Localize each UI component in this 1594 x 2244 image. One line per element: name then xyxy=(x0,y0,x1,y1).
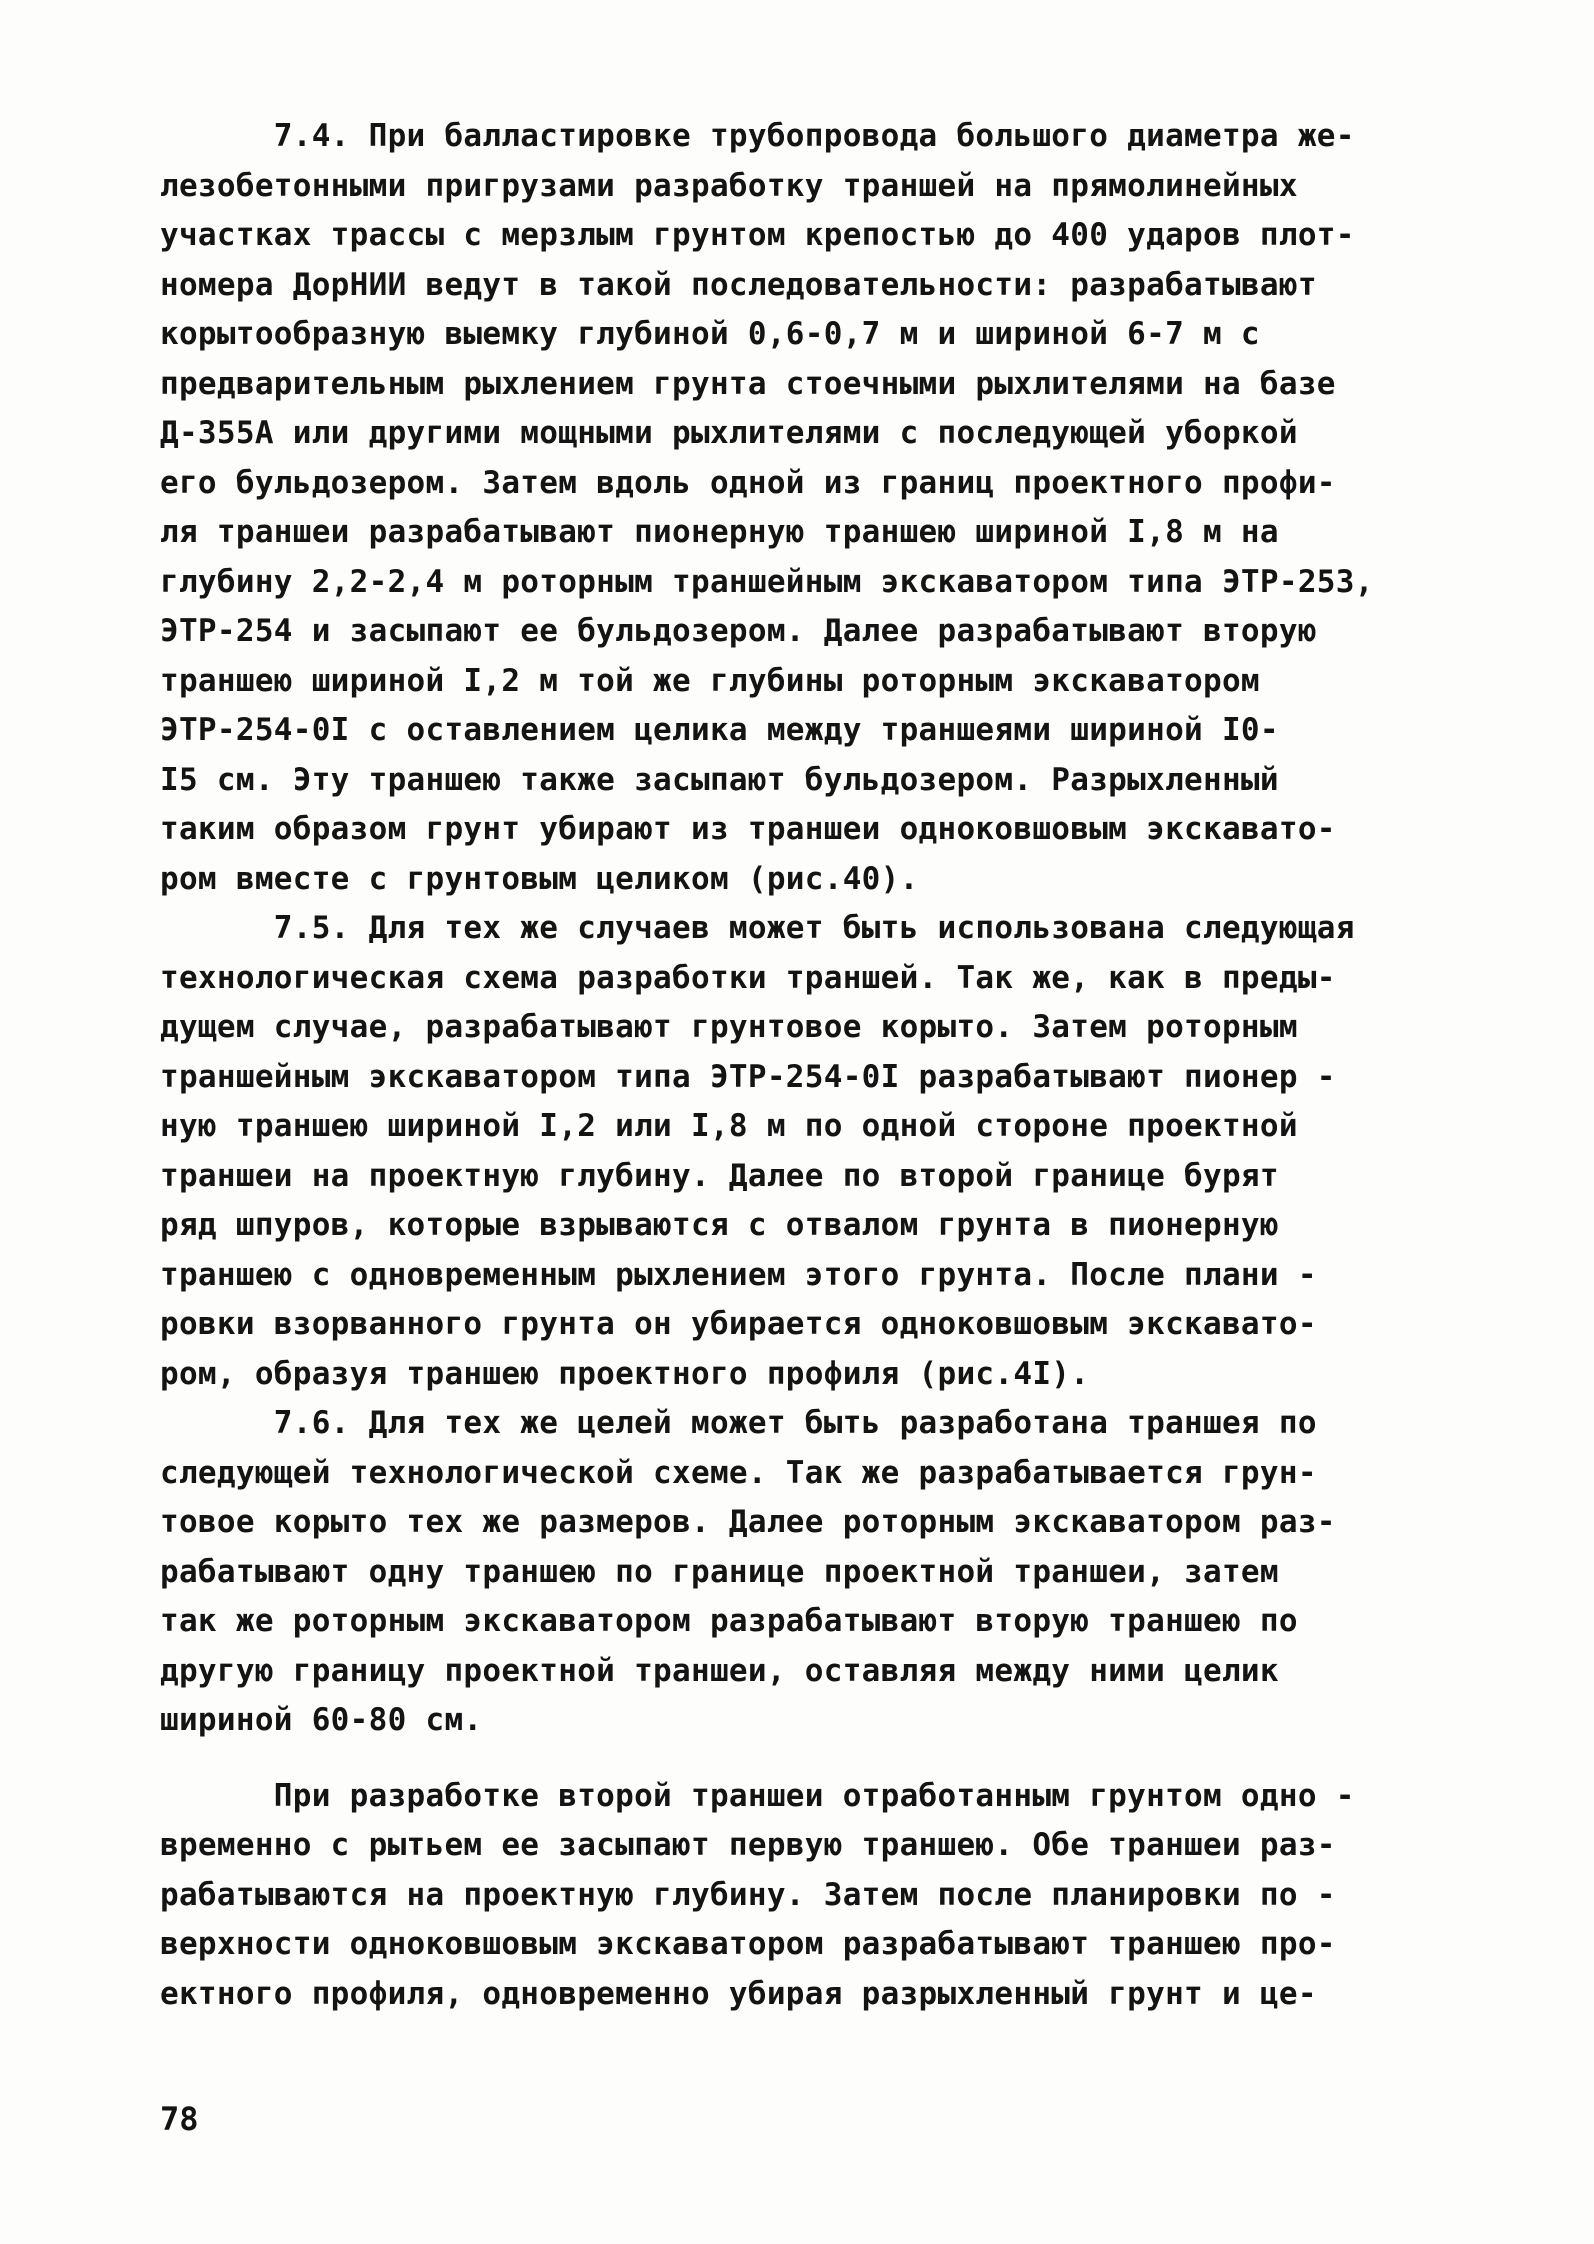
text-line: предварительным рыхлением грунта стоечными рыхлителями на базе xyxy=(160,365,1336,402)
text-line: глубину 2,2-2,4 м роторным траншейным экскаватором типа ЭТР-253, xyxy=(160,563,1374,600)
text-line: При разработке второй траншеи отработанным грунтом одно - xyxy=(160,1777,1355,1814)
text-line: траншейным экскаватором типа ЭТР-254-0I разрабатывают пионер - xyxy=(160,1058,1336,1095)
text-line: его бульдозером. Затем вдоль одной из границ проектного профи- xyxy=(160,464,1336,501)
text-line: траншею шириной I,2 м той же глубины роторным экскаватором xyxy=(160,662,1260,699)
text-line: ром вместе с грунтовым целиком (рис.40). xyxy=(160,860,919,897)
text-line: ром, образуя траншею проектного профиля (рис.4I). xyxy=(160,1355,1090,1392)
text-line: другую границу проектной траншеи, оставляя между ними целик xyxy=(160,1652,1279,1689)
text-line: Д-355А или другими мощными рыхлителями с последующей уборкой xyxy=(160,415,1298,451)
page-number: 78 xyxy=(160,2100,199,2138)
text-line: I5 см. Эту траншею также засыпают бульдозером. Разрыхленный xyxy=(160,761,1279,798)
text-line: лезобетонными пригрузами разработку траншей на прямолинейных xyxy=(160,167,1298,204)
text-line: 7.6. Для тех же целей может быть разработана траншея по xyxy=(160,1405,1317,1441)
paragraph-continuation xyxy=(160,1772,1450,2020)
text-line: товое корыто тех же размеров. Далее роторным экскаватором раз- xyxy=(160,1504,1336,1540)
text-line: таким образом грунт убирают из траншеи одноковшовым экскавато- xyxy=(160,811,1336,847)
text-line: ля траншеи разрабатывают пионерную траншею шириной I,8 м на xyxy=(160,514,1279,550)
text-line: ную траншею шириной I,2 или I,8 м по одной стороне проектной xyxy=(160,1108,1298,1144)
text-line: траншею с одновременным рыхлением этого грунта. После плани - xyxy=(160,1256,1317,1293)
paragraph-spacer xyxy=(160,1746,1450,1772)
text-line: так же роторным экскаватором разрабатывают вторую траншею по xyxy=(160,1603,1298,1639)
text-line: рабатывают одну траншею по границе проектной траншеи, затем xyxy=(160,1553,1279,1590)
text-line: участках трассы с мерзлым грунтом крепостью до 400 ударов плот- xyxy=(160,217,1355,253)
text-line: ЭТР-254-0I с оставлением целика между траншеями шириной I0- xyxy=(160,712,1279,748)
text-line: ектного профиля, одновременно убирая разрыхленный грунт и це- xyxy=(160,1975,1317,2012)
text-line: рабатываются на проектную глубину. Затем после планировки по - xyxy=(160,1876,1336,1913)
text-line: ровки взорванного грунта он убирается одноковшовым экскавато- xyxy=(160,1306,1317,1342)
text-line: 7.4. При балластировке трубопровода большого диаметра же- xyxy=(160,118,1355,154)
text-line: следующей технологической схеме. Так же разрабатывается грун- xyxy=(160,1454,1317,1491)
text-line: корытообразную выемку глубиной 0,6-0,7 м и шириной 6-7 м с xyxy=(160,316,1260,352)
body-text xyxy=(160,112,1450,2019)
text-line: траншеи на проектную глубину. Далее по второй границе бурят xyxy=(160,1157,1279,1194)
text-line: временно с рытьем ее засыпают первую траншею. Обе траншеи раз- xyxy=(160,1827,1336,1863)
text-line: шириной 60-80 см. xyxy=(160,1702,483,1738)
text-line: ряд шпуров, которые взрываются с отвалом грунта в пионерную xyxy=(160,1207,1279,1243)
paragraph-7-6 xyxy=(160,1399,1450,1746)
text-line: ЭТР-254 и засыпают ее бульдозером. Далее разрабатывают вторую xyxy=(160,613,1317,649)
text-line: верхности одноковшовым экскаватором разрабатывают траншею про- xyxy=(160,1926,1336,1962)
text-line: номера ДорНИИ ведут в такой последовательности: разрабатывают xyxy=(160,266,1317,303)
paragraph-7-4 xyxy=(160,112,1450,904)
text-line: технологическая схема разработки траншей. Так же, как в преды- xyxy=(160,959,1336,996)
text-line: дущем случае, разрабатывают грунтовое корыто. Затем роторным xyxy=(160,1009,1298,1045)
paragraph-7-5 xyxy=(160,904,1450,1399)
text-line: 7.5. Для тех же случаев может быть использована следующая xyxy=(160,910,1355,946)
